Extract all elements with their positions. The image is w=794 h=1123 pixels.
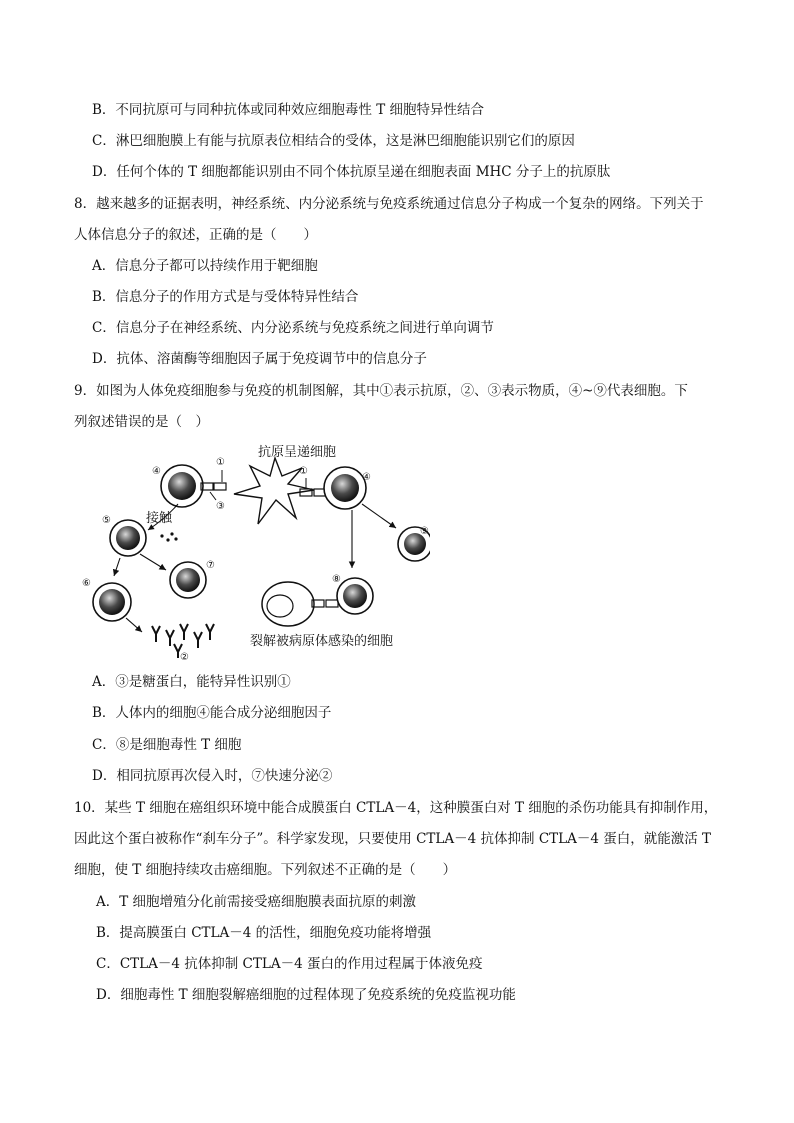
label-apc: 抗原呈递细胞 (258, 445, 337, 460)
q8-option-d: D．抗体、溶菌酶等细胞因子属于免疫调节中的信息分子 (92, 351, 427, 367)
q9-option-b: B．人体内的细胞④能合成分泌细胞因子 (92, 705, 332, 721)
cell-8 (337, 578, 373, 614)
marker-2: ② (180, 652, 189, 663)
marker-1-left: ① (216, 457, 225, 468)
q10-option-a: A．T 细胞增殖分化前需接受癌细胞膜表面抗原的刺激 (96, 894, 417, 910)
q9-option-a: A．③是糖蛋白，能特异性识别① (92, 674, 291, 690)
q9-stem-line2: 列叙述错误的是（ ） (74, 414, 209, 430)
q10-option-b: B．提高膜蛋白 CTLA－4 的活性，细胞免疫功能将增强 (96, 925, 432, 941)
q10-option-c: C．CTLA－4 抗体抑制 CTLA－4 蛋白的作用过程属于体液免疫 (96, 956, 483, 972)
q8-option-c: C．信息分子在神经系统、内分泌系统与免疫系统之间进行单向调节 (92, 320, 494, 336)
marker-8: ⑧ (332, 574, 341, 585)
q9-option-c: C．⑧是细胞毒性 T 细胞 (92, 737, 242, 753)
q8-stem-line2: 人体信息分子的叙述，正确的是（ ） (74, 227, 317, 243)
q7-option-c: C．淋巴细胞膜上有能与抗原表位相结合的受体，这是淋巴细胞能识别它们的原因 (92, 133, 575, 149)
q7-option-b: B．不同抗原可与同种抗体或同种效应细胞毒性 T 细胞特异性结合 (92, 102, 485, 118)
marker-5: ⑤ (102, 515, 111, 526)
marker-1-right: ① (299, 466, 308, 477)
q9-option-d: D．相同抗原再次侵入时，⑦快速分泌② (92, 768, 333, 784)
q9-stem-line1: 9．如图为人体免疫细胞参与免疫的机制图解，其中①表示抗原，②、③表示物质，④~⑨代表细胞。下 (74, 383, 688, 399)
infected-cell (262, 582, 338, 626)
cell-7 (170, 562, 206, 598)
q7-option-d: D．任何个体的 T 细胞都能识别由不同个体抗原呈递在细胞表面 MHC 分子上的抗原肽 (92, 164, 611, 180)
cell-4-left (161, 465, 213, 507)
cell-4-right (324, 467, 366, 509)
cell-5 (110, 520, 146, 556)
label-contact: 接触 (146, 511, 173, 526)
q10-stem-line3: 细胞，使 T 细胞持续攻击癌细胞。下列叙述不正确的是（ ） (74, 862, 457, 878)
q8-option-a: A．信息分子都可以持续作用于靶细胞 (92, 258, 318, 274)
marker-3: ③ (216, 501, 225, 512)
cell-6 (93, 583, 131, 621)
q10-stem-line2: 因此这个蛋白被称作“刹车分子”。科学家发现，只要使用 CTLA－4 抗体抑制 CTLA－4 蛋白，就能激活 T (74, 831, 712, 847)
q10-option-d: D．细胞毒性 T 细胞裂解癌细胞的过程体现了免疫系统的免疫监视功能 (96, 987, 516, 1003)
marker-7: ⑦ (206, 560, 215, 571)
marker-9: ⑨ (420, 526, 429, 537)
marker-4-right: ④ (362, 472, 371, 483)
q8-option-b: B．信息分子的作用方式是与受体特异性结合 (92, 289, 359, 305)
q8-stem-line1: 8．越来越多的证据表明，神经系统、内分泌系统与免疫系统通过信息分子构成一个复杂的网络。下列关于 (74, 196, 704, 212)
marker-4-left: ④ (152, 466, 161, 477)
marker-6: ⑥ (82, 578, 91, 589)
q10-stem-line1: 10．某些 T 细胞在癌组织环境中能合成膜蛋白 CTLA－4，这种膜蛋白对 T 细胞的杀伤功能具有抑制作用， (74, 800, 718, 816)
immune-mechanism-diagram (70, 438, 430, 663)
label-lysis: 裂解被病原体感染的细胞 (250, 634, 394, 649)
